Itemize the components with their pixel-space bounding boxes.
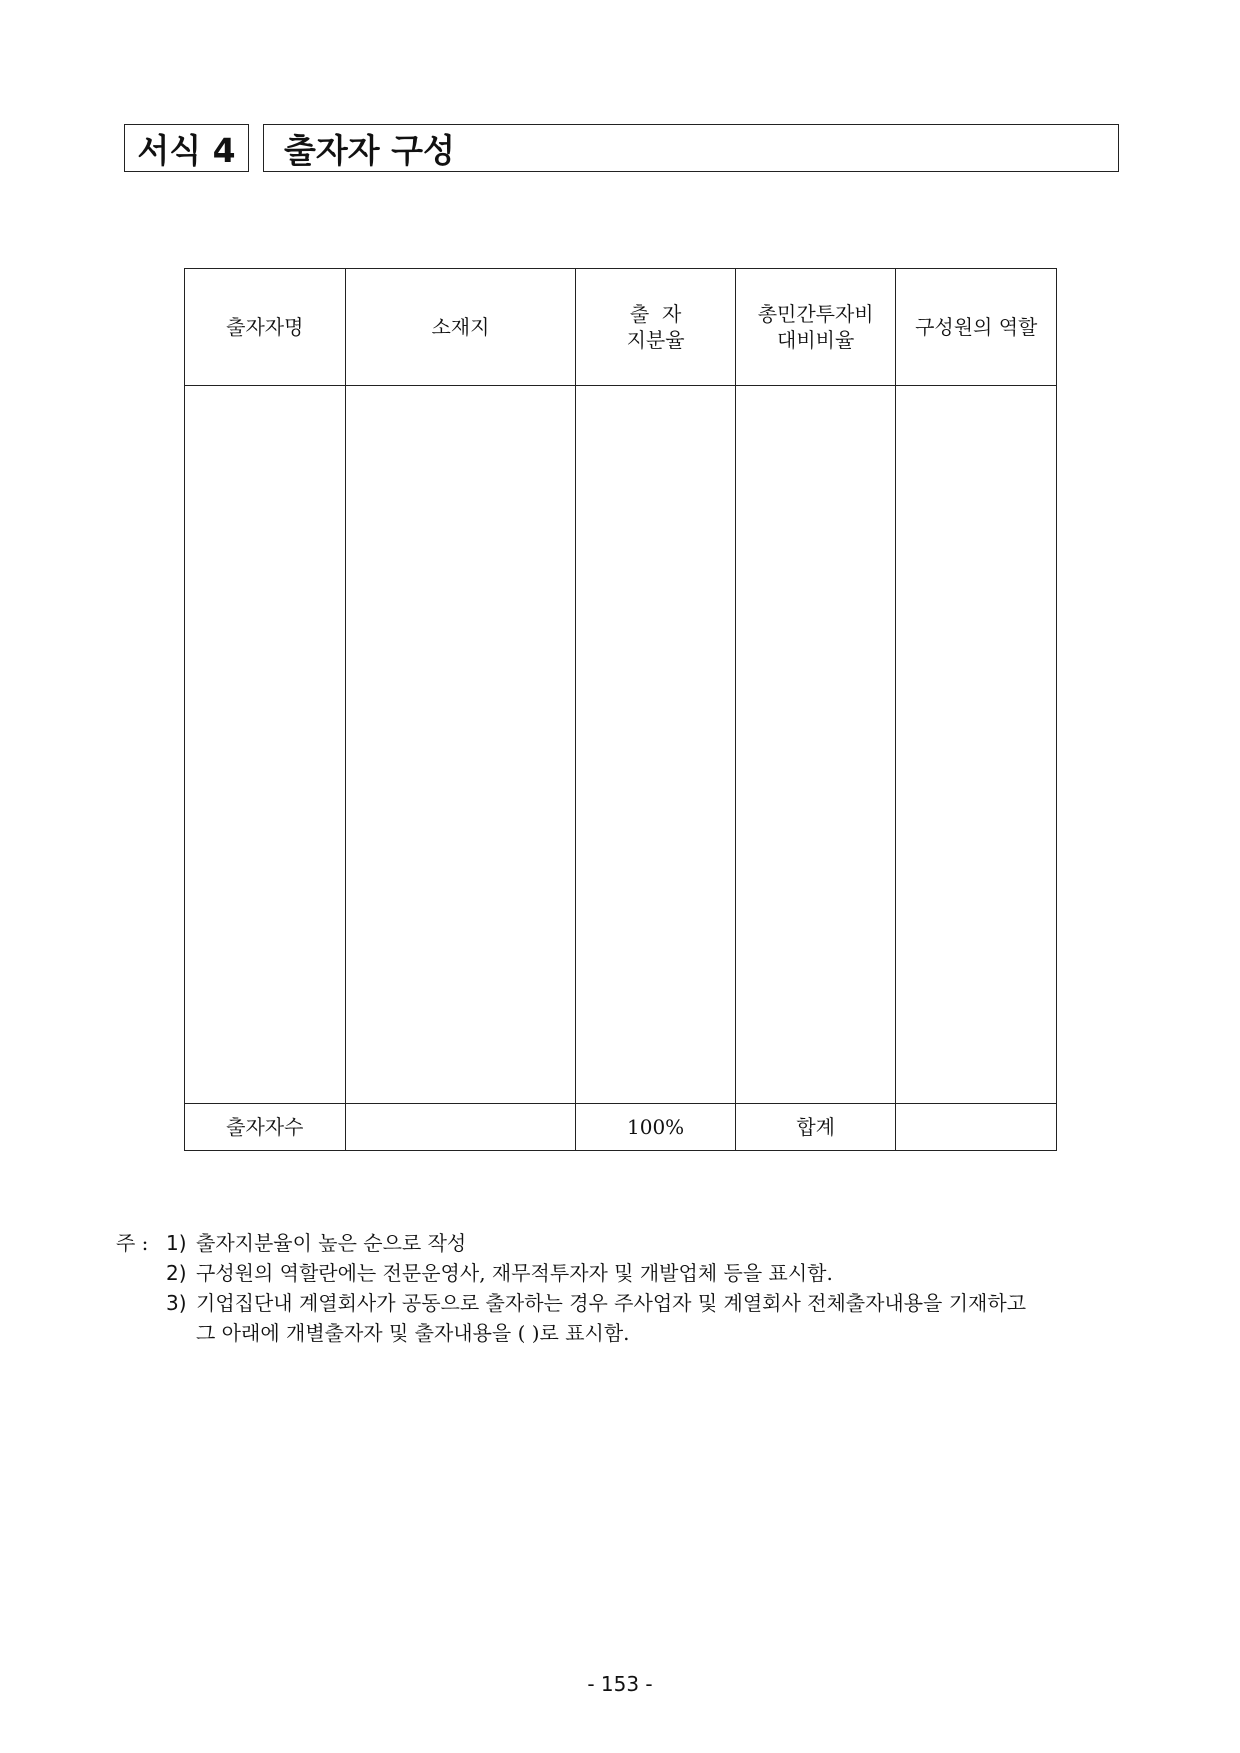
sum-label: 합계 [735,1104,896,1151]
table-footer-row [185,1104,1057,1151]
table-entry-row [185,386,1057,1104]
note-item-continuation: 그 아래에 개별출자자 및 출자내용을 ( )로 표시함. [196,1321,630,1345]
note-item: 주 : 1) 출자지분율이 높은 순으로 작성 [116,1228,1026,1258]
sum-value[interactable] [896,1104,1057,1151]
investor-count-value[interactable] [345,1104,576,1151]
note-item: 3) 기업집단내 계열회사가 공동으로 출자하는 경우 주사업자 및 계열회사 전체출자내용을 기재하고 [166,1291,1027,1315]
header-investor-name: 출자자명 [185,269,346,386]
notes-section [116,1228,1026,1348]
share-total: 100% [576,1104,736,1151]
equity-share-cell[interactable] [576,386,736,1104]
investment-ratio-cell[interactable] [735,386,896,1104]
form-title: 출자자 구성 [263,124,1119,172]
investor-count-label: 출자자수 [185,1104,346,1151]
table-header-row [185,269,1057,386]
form-number-badge: 서식 4 [124,124,249,172]
investor-table [184,268,1057,1151]
header-member-role: 구성원의 역할 [896,269,1057,386]
notes-prefix: 주 : [116,1231,149,1255]
member-role-cell[interactable] [896,386,1057,1104]
header-equity-share: 출 자 지분율 [576,269,736,386]
note-item: 2) 구성원의 역할란에는 전문운영사, 재무적투자자 및 개발업체 등을 표시함. [166,1261,833,1285]
header-location: 소재지 [345,269,576,386]
header-investment-ratio: 총민간투자비 대비비율 [735,269,896,386]
investor-name-cell[interactable] [185,386,346,1104]
page-number: - 153 - [587,1672,653,1696]
location-cell[interactable] [345,386,576,1104]
